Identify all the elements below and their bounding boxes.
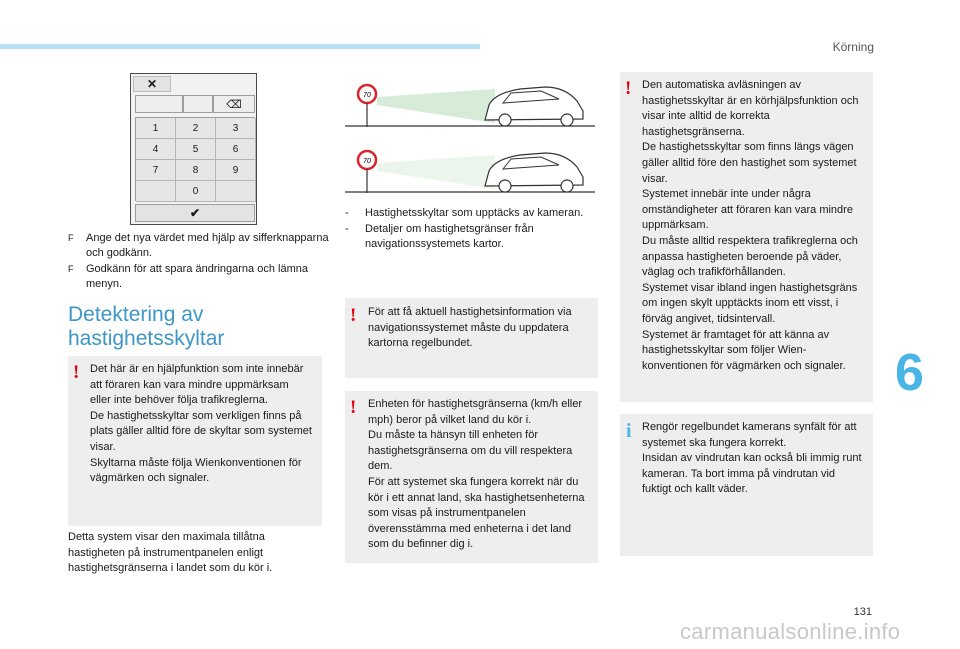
warning-text: Systemet innebär inte under några omständigheter att föraren kan vara mindre uppmärksam. [642,188,853,232]
page-number: 131 [853,606,872,618]
warning-text: De hastighetsskyltar som finns längs vägen gäller alltid före den hastighet som systemet visar. [642,141,857,185]
key-5: 5 [176,139,216,160]
camera-field-icon [377,89,495,123]
warning-text: Enheten för hastighetsgränserna (km/h eller mph) beror på vilket land du kör i. [368,398,583,426]
watermark-text: carmanualsonline.info [680,619,901,644]
entry-cell [135,95,183,113]
key-2: 2 [176,118,216,139]
step-item [68,231,330,261]
key-0: 0 [176,181,216,202]
section-heading: Detektering av hastighetsskyltar [68,303,225,350]
key-1: 1 [136,118,176,139]
legend-text: Hastighetsskyltar som upptäcks av kameran. [365,207,584,219]
warning-icon: ! [73,362,80,383]
step-marker: F [68,233,74,243]
warning-box [68,356,322,526]
info-text: Rengör regelbundet kamerans synfält för att systemet ska fungera korrekt. [642,421,857,449]
step-marker: F [68,264,74,274]
key-8: 8 [176,160,216,181]
legend-text: Detaljer om hastighetsgränser från navigationssystemets kartor. [365,222,534,251]
info-text: Insidan av vindrutan kan också bli immig runt kameran. Ta bort imma på vindrutan vid fuktigt och kallt väder. [642,452,862,496]
warning-text: För att systemet ska fungera korrekt när du kör i ett annat land, ska hastighetsenheterna som visas på instrumentpanelen överensstämma med enheterna i det land som du befinner dig i. [368,475,585,551]
camera-scene [345,85,595,127]
key-6: 6 [216,139,256,160]
warning-text: Systemet visar ibland ingen hastighetsgräns om ingen skylt upptäckts inom ett visst, i förväg angivet, tidsintervall. [642,281,858,325]
info-icon: i [626,420,632,442]
warning-icon: ! [350,305,357,326]
navigation-scene [345,151,595,193]
key-3: 3 [216,118,256,139]
warning-box [345,391,598,563]
entry-cell [183,95,213,113]
key-blank [136,181,176,202]
key-4: 4 [136,139,176,160]
warning-text: För att få aktuell hastighetsinformation via navigationssystemet måste du uppdatera kartorna regelbundet. [368,306,572,350]
key-9: 9 [216,160,256,181]
step-text: Godkänn för att spara ändringarna och lämna menyn. [86,263,308,290]
sign-value: 70 [363,158,371,165]
key-7: 7 [136,160,176,181]
info-box [620,414,873,556]
warning-text: Du måste ta hänsyn till enheten för hastighetsgränserna om du vill respektera dem. [368,429,573,473]
legend-marker: - [345,207,349,219]
warning-box [345,298,598,378]
warning-text: Systemet är framtaget för att känna av hastighetsskyltar som följer Wien-konventionen för vägmärken och signaler. [642,328,846,372]
warning-text: Skyltarna måste följa Wienkonventionen för vägmärken och signaler. [90,456,302,485]
instruction-steps [68,231,330,293]
checkmark-icon: ✔ [135,204,255,222]
legend-item [345,206,595,222]
section-title: Körning [832,40,874,54]
chapter-number: 6 [895,344,924,402]
step-item [68,262,330,292]
figure-legend [345,206,595,253]
camera-field-icon [377,155,495,189]
header-accent-bar [0,44,480,49]
intro-paragraph: Detta system visar den maximala tillåtna hastigheten på instrumentpanelen enligt hastighetsgränserna i landet som du kör i. [68,531,273,575]
warning-text: De hastighetsskyltar som verkligen finns på plats gäller alltid före de skyltar som systemet visar. [90,409,312,453]
keypad-illustration [130,73,257,225]
warning-text: Den automatiska avläsningen av hastighetsskyltar är en körhjälpsfunktion och visar inte alltid de korrekta hastighetsgränserna. [642,79,859,138]
keypad-entry-row [135,95,255,113]
warning-text: Det här är en hjälpfunktion som inte innebär att föraren kan vara mindre uppmärksam eller inte behöver följa trafikreglerna. [90,363,304,407]
backspace-icon: ⌫ [213,95,255,113]
legend-item [345,222,595,253]
sign-detection-figure [345,75,597,205]
step-text: Ange det nya värdet med hjälp av sifferknapparna och godkänn. [86,232,329,259]
warning-text: Du måste alltid respektera trafikreglerna och anpassa hastigheten beroende på väder, väglag och trafikförhållanden. [642,234,858,279]
number-keys [135,117,255,201]
legend-marker: - [345,222,349,235]
key-blank [216,181,256,202]
warning-box [620,72,873,402]
warning-icon: ! [625,78,632,99]
warning-icon: ! [350,397,357,418]
sign-value: 70 [363,92,371,99]
close-x-icon: ✕ [133,76,171,92]
